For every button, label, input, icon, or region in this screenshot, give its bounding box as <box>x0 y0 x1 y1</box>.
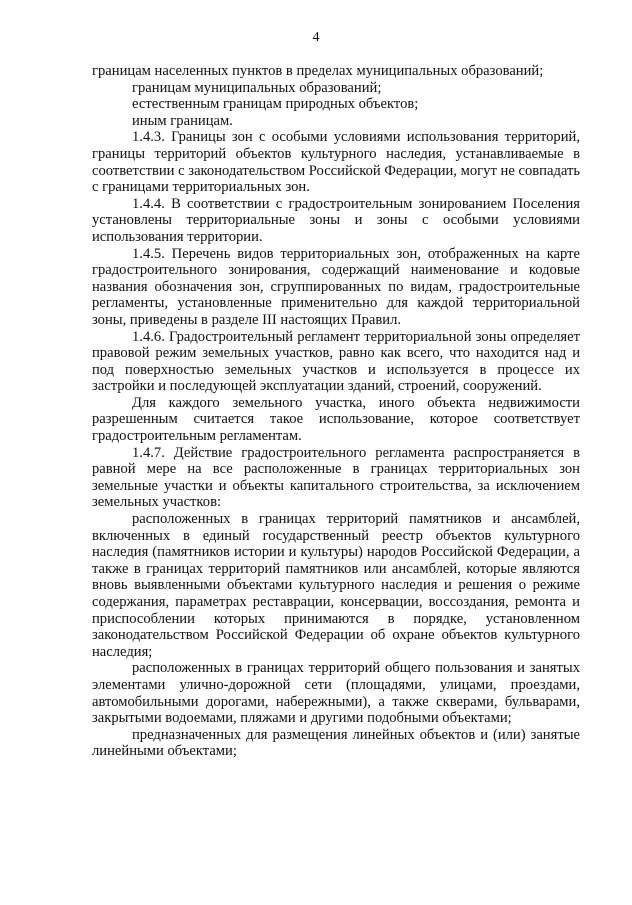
paragraph: границам населенных пунктов в пределах муниципальных образований; <box>92 63 544 79</box>
page-number: 4 <box>312 30 320 45</box>
paragraph: расположенных в границах территорий памятников и ансамблей, включенных в единый государственный реестр объектов культурного наследия (памятников истории и культуры) народов Российской Федерации, а также в границах территорий памятников или ансамблей, которые являются вновь выявленными объектами культурного наследия и решения о режиме содержания, параметрах реставрации, консервации, воссоздания, ремонта и приспособлении которых принимаются в порядке, установленном законодательством Российской Федерации об охране объектов культурного наследия; <box>92 511 580 660</box>
paragraph: Для каждого земельного участка, иного объекта недвижимости разрешенным считается такое использование, которое соответствует градостроительным регламентам. <box>92 394 580 445</box>
paragraph: 1.4.6. Градостроительный регламент территориальной зоны определяет правовой режим земельных участков, равно как всего, что находится над и под поверхностью земельных участков и используется в процессе их застройки и последующей эксплуатации зданий, строений, сооружений. <box>92 328 580 395</box>
paragraph: 1.4.7. Действие градостроительного регламента распространяется в равной мере на все расположенные в границах территориальных зон земельные участки и объекты капитального строительства, за исключением земельных участков: <box>92 444 580 511</box>
paragraph: границам муниципальных образований; <box>132 79 382 96</box>
paragraph: 1.4.4. В соответствии с градостроительным зонированием Поселения установлены территориальные зоны и зоны с особыми условиями использования территории. <box>92 195 580 245</box>
paragraph: 1.4.5. Перечень видов территориальных зон, отображенных на карте градостроительного зонирования, содержащий наименование и кодовые названия обозначения зон, сгруппированных по видам, градостроительные регламенты, установленные применительно для каждой территориальной зоны, приведены в разделе III настоящих Правил. <box>92 245 580 328</box>
paragraph: расположенных в границах территорий общего пользования и занятых элементами улично-дорожной сети (площадями, улицами, проездами, автомобильными дорогами, набережными), а также скверами, бульварами, закрытыми водоемами, пляжами и другими подобными объектами; <box>92 660 580 727</box>
paragraph: предназначенных для размещения линейных объектов и (или) занятые линейными объектами; <box>92 726 580 760</box>
paragraph: 1.4.3. Границы зон с особыми условиями использования территорий, границы территорий объектов культурного наследия, устанавливаемые в соответствии с законодательством Российской Федерации, могут не совпадать с границами территориальных зон. <box>92 129 580 196</box>
paragraph: иным границам. <box>132 112 233 129</box>
document-body <box>92 63 580 760</box>
paragraph: естественным границам природных объектов; <box>132 96 419 113</box>
